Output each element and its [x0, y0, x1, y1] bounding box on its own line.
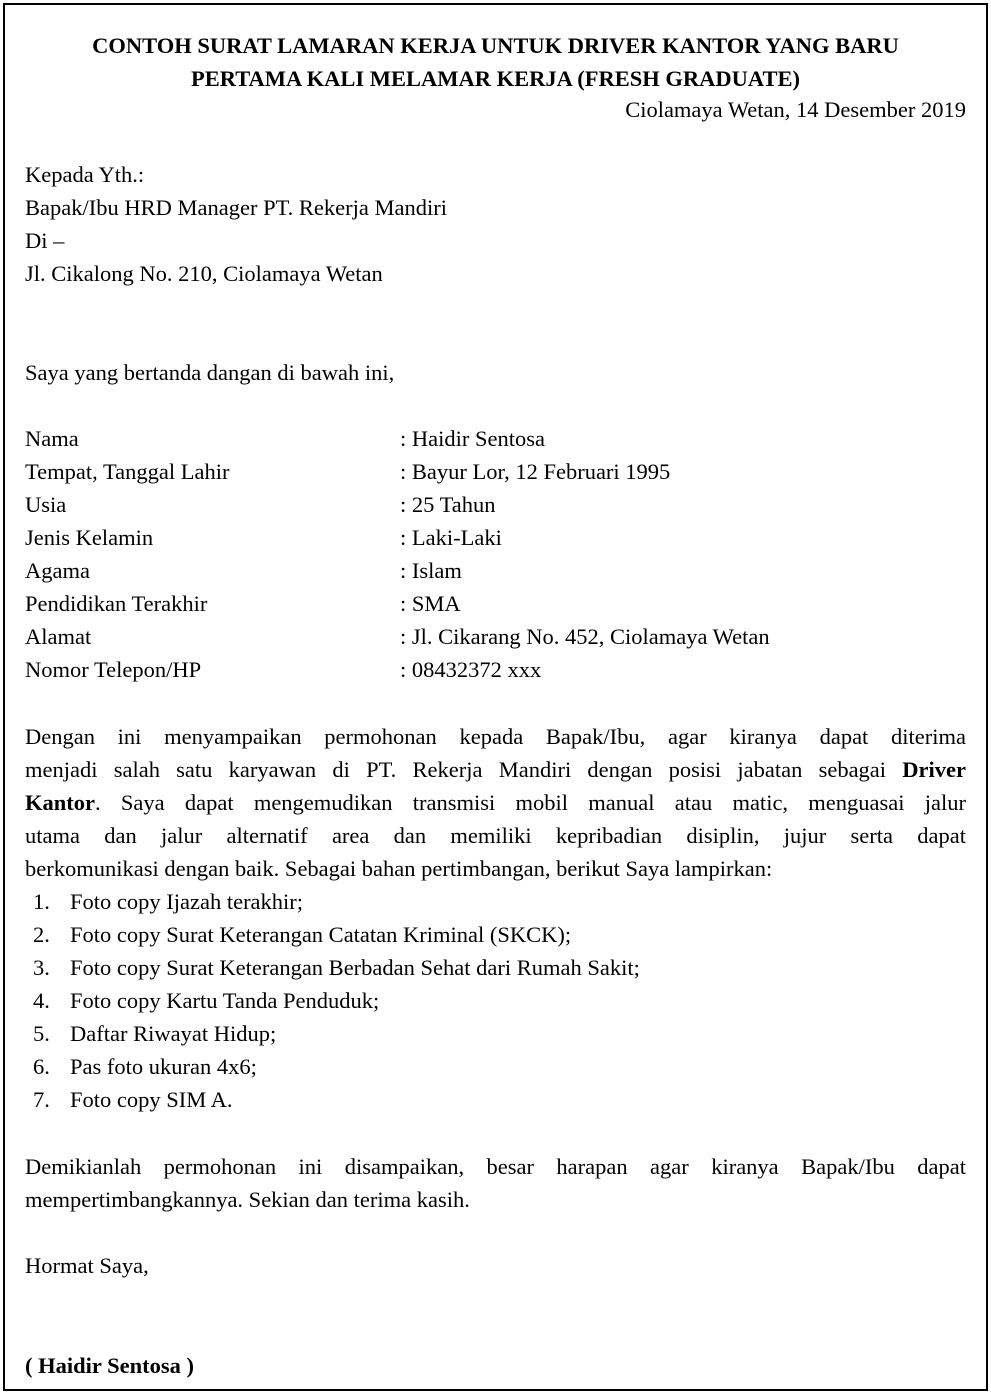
identity-row: [25, 422, 966, 455]
recipient-address: Jl. Cikalong No. 210, Ciolamaya Wetan: [25, 261, 383, 286]
identity-row: [25, 521, 966, 554]
identity-value: : Haidir Sentosa: [400, 426, 545, 451]
identity-label: Tempat, Tanggal Lahir: [25, 459, 230, 484]
list-item-text: Foto copy Kartu Tanda Penduduk;: [70, 988, 380, 1013]
letter-title: [15, 29, 976, 95]
letter-date: Ciolamaya Wetan, 14 Desember 2019: [625, 97, 966, 122]
position-bold-1: Driver: [902, 757, 966, 782]
identity-label: Alamat: [25, 624, 92, 649]
opening-line: Saya yang bertanda dangan di bawah ini,: [25, 360, 395, 385]
list-item-text: Pas foto ukuran 4x6;: [70, 1054, 257, 1079]
identity-value: : SMA: [400, 591, 461, 616]
list-item-text: Foto copy SIM A.: [70, 1087, 233, 1112]
title-line-1: CONTOH SURAT LAMARAN KERJA UNTUK DRIVER KANTOR YANG BARU: [92, 33, 899, 58]
identity-table: [25, 422, 966, 686]
identity-label: Jenis Kelamin: [25, 525, 154, 550]
body-line-3: [25, 786, 966, 819]
list-item-text: Foto copy Surat Keterangan Berbadan Sehat dari Rumah Sakit;: [70, 955, 640, 980]
identity-label: Nomor Telepon/HP: [25, 657, 202, 682]
list-item-number: 4.: [33, 988, 50, 1013]
list-item: [25, 1017, 966, 1050]
closing-line-2: mempertimbangkannya. Sekian dan terima kasih.: [25, 1187, 470, 1212]
identity-value: : 08432372 xxx: [400, 657, 542, 682]
identity-row: [25, 455, 966, 488]
recipient-salutation: Kepada Yth.:: [25, 162, 145, 187]
closing-line-1: Demikianlah permohonan ini disampaikan, besar harapan agar kiranya Bapak/Ibu dapat: [25, 1154, 966, 1179]
identity-value: : Jl. Cikarang No. 452, Ciolamaya Wetan: [400, 624, 770, 649]
body-line-3-text: . Saya dapat mengemudikan transmisi mobil manual atau matic, menguasai jalur: [95, 790, 966, 815]
list-item-number: 6.: [33, 1054, 50, 1079]
closing-paragraph: [25, 1150, 966, 1216]
list-item-text: Foto copy Surat Keterangan Catatan Kriminal (SKCK);: [70, 922, 572, 947]
list-item: [25, 1050, 966, 1083]
identity-row: [25, 653, 966, 686]
body-line-5: berkomunikasi dengan baik. Sebagai bahan pertimbangan, berikut Saya lampirkan:: [25, 856, 773, 881]
identity-value: : Laki-Laki: [400, 525, 502, 550]
identity-value: : Bayur Lor, 12 Februari 1995: [400, 459, 671, 484]
recipient-name: Bapak/Ibu HRD Manager PT. Rekerja Mandiri: [25, 195, 447, 220]
signature-name: ( Haidir Sentosa ): [25, 1353, 194, 1378]
identity-row: [25, 554, 966, 587]
body-line-4: utama dan jalur alternatif area dan memiliki kepribadian disiplin, jujur serta dapat: [25, 823, 966, 848]
list-item: [25, 984, 966, 1017]
identity-value: : Islam: [400, 558, 462, 583]
list-item-number: 5.: [33, 1021, 50, 1046]
body-paragraph: [25, 720, 966, 885]
identity-row: [25, 587, 966, 620]
identity-label: Usia: [25, 492, 67, 517]
title-line-2: PERTAMA KALI MELAMAR KERJA (FRESH GRADUATE): [190, 66, 801, 91]
list-item-number: 2.: [33, 922, 50, 947]
body-line-2-text: menjadi salah satu karyawan di PT. Rekerja Mandiri dengan posisi jabatan sebagai: [25, 757, 887, 782]
list-item-number: 3.: [33, 955, 50, 980]
list-item: [25, 951, 966, 984]
identity-label: Nama: [25, 426, 79, 451]
list-item-number: 1.: [33, 889, 50, 914]
signoff: Hormat Saya,: [25, 1253, 149, 1278]
list-item-text: Daftar Riwayat Hidup;: [70, 1021, 277, 1046]
recipient-at: Di –: [25, 228, 65, 253]
identity-row: [25, 620, 966, 653]
letter-page: [3, 3, 988, 1391]
body-line-1: Dengan ini menyampaikan permohonan kepada Bapak/Ibu, agar kiranya dapat diterima: [25, 724, 966, 749]
identity-row: [25, 488, 966, 521]
recipient-block: [25, 158, 966, 290]
list-item: [25, 1083, 966, 1116]
attachment-list: [25, 885, 966, 1116]
position-bold-2: Kantor: [25, 790, 95, 815]
identity-label: Agama: [25, 558, 90, 583]
identity-label: Pendidikan Terakhir: [25, 591, 208, 616]
body-line-2: [25, 753, 966, 786]
identity-value: : 25 Tahun: [400, 492, 496, 517]
list-item: [25, 885, 966, 918]
list-item-text: Foto copy Ijazah terakhir;: [70, 889, 304, 914]
list-item: [25, 918, 966, 951]
list-item-number: 7.: [33, 1087, 50, 1112]
